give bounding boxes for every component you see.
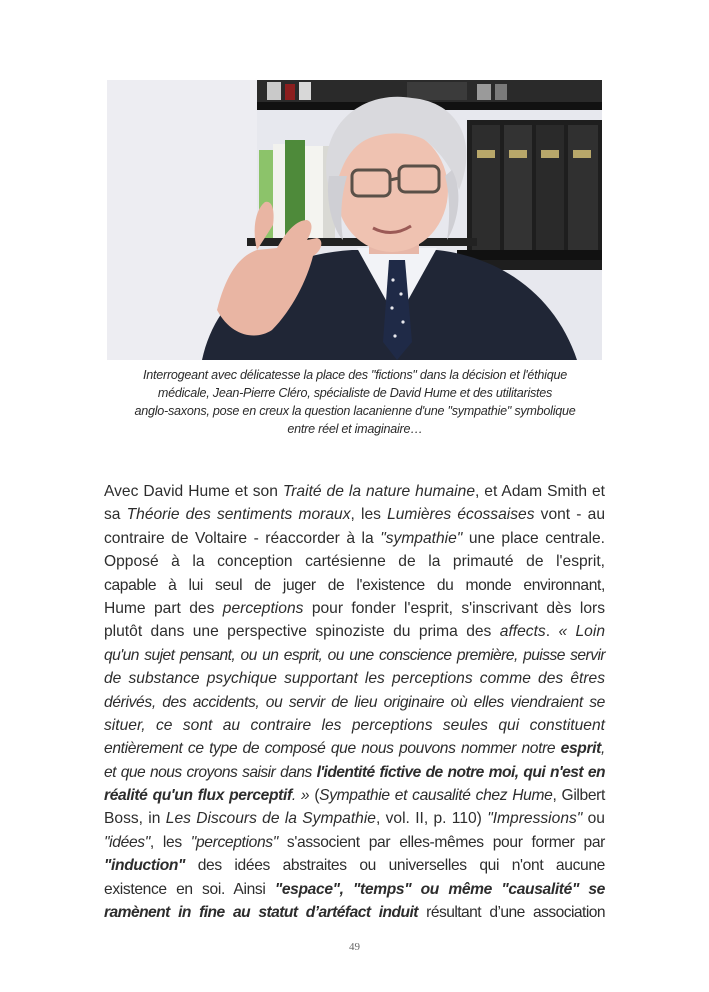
photo-illustration bbox=[107, 80, 602, 360]
text-line: ramènent in fine au statut d’artéfact induit résultant d’une association bbox=[104, 904, 605, 922]
text-line: plutôt dans une perspective spinoziste du prima des affects. « Loin bbox=[104, 623, 605, 641]
quote-line: de substance psychique supportant les perceptions comme des êtres bbox=[104, 670, 605, 688]
photo-caption bbox=[100, 366, 610, 438]
quote-line: situer, ce sont au contraire les perceptions seules qui constituent bbox=[104, 716, 605, 734]
body-paragraph bbox=[104, 480, 605, 924]
text-line: Boss, in Les Discours de la Sympathie, vol. II, p. 110) "Impressions" ou bbox=[104, 810, 605, 828]
caption-line: Interrogeant avec délicatesse la place des "fictions" dans la décision et l'éthique bbox=[143, 368, 567, 382]
caption-line: médicale, Jean-Pierre Cléro, spécialiste de David Hume et des utilitaristes bbox=[157, 386, 553, 400]
quote-line: qu'un sujet pensant, ou un esprit, ou une conscience première, puisse servir bbox=[104, 646, 605, 664]
text-line: Avec David Hume et son Traité de la nature humaine, et Adam Smith et bbox=[104, 483, 605, 500]
page-number: 49 bbox=[349, 941, 360, 953]
caption-line: anglo-saxons, pose en creux la question lacanienne d'une "sympathie" symbolique bbox=[134, 404, 576, 418]
quote-line: dérivés, des accidents, ou servir de lieu originaire où elles viendraient se bbox=[104, 693, 605, 711]
text-line: existence en soi. Ainsi "espace", "temps" ou même "causalité" se bbox=[104, 880, 606, 898]
interview-photo bbox=[107, 80, 602, 360]
caption-line: entre réel et imaginaire… bbox=[287, 422, 423, 436]
quote-line: et que nous croyons saisir dans l'identité fictive de notre moi, qui n'est en bbox=[104, 763, 605, 781]
text-line: contraire de Voltaire - réaccorder à la "sympathie" une place centrale. bbox=[104, 529, 605, 547]
text-line: sa Théorie des sentiments moraux, les Lumières écossaises vont - au bbox=[104, 506, 605, 524]
text-line: Opposé à la conception cartésienne de la primauté de l'esprit, bbox=[104, 553, 605, 571]
text-line: réalité qu'un flux perceptif. » (Sympathie et causalité chez Hume, Gilbert bbox=[104, 787, 606, 805]
quote-line: entièrement ce type de composé que nous pouvons nommer notre esprit, bbox=[104, 740, 605, 758]
text-line: capable à lui seul de juger de l'existence du monde environnant, bbox=[104, 576, 605, 594]
text-line: Hume part des perceptions pour fonder l'esprit, s'inscrivant dès lors bbox=[104, 599, 606, 617]
text-line: "idées", les "perceptions" s'associent par elles-mêmes pour former par bbox=[104, 833, 605, 851]
text-line: "induction" des idées abstraites ou universelles qui n'ont aucune bbox=[104, 857, 605, 875]
